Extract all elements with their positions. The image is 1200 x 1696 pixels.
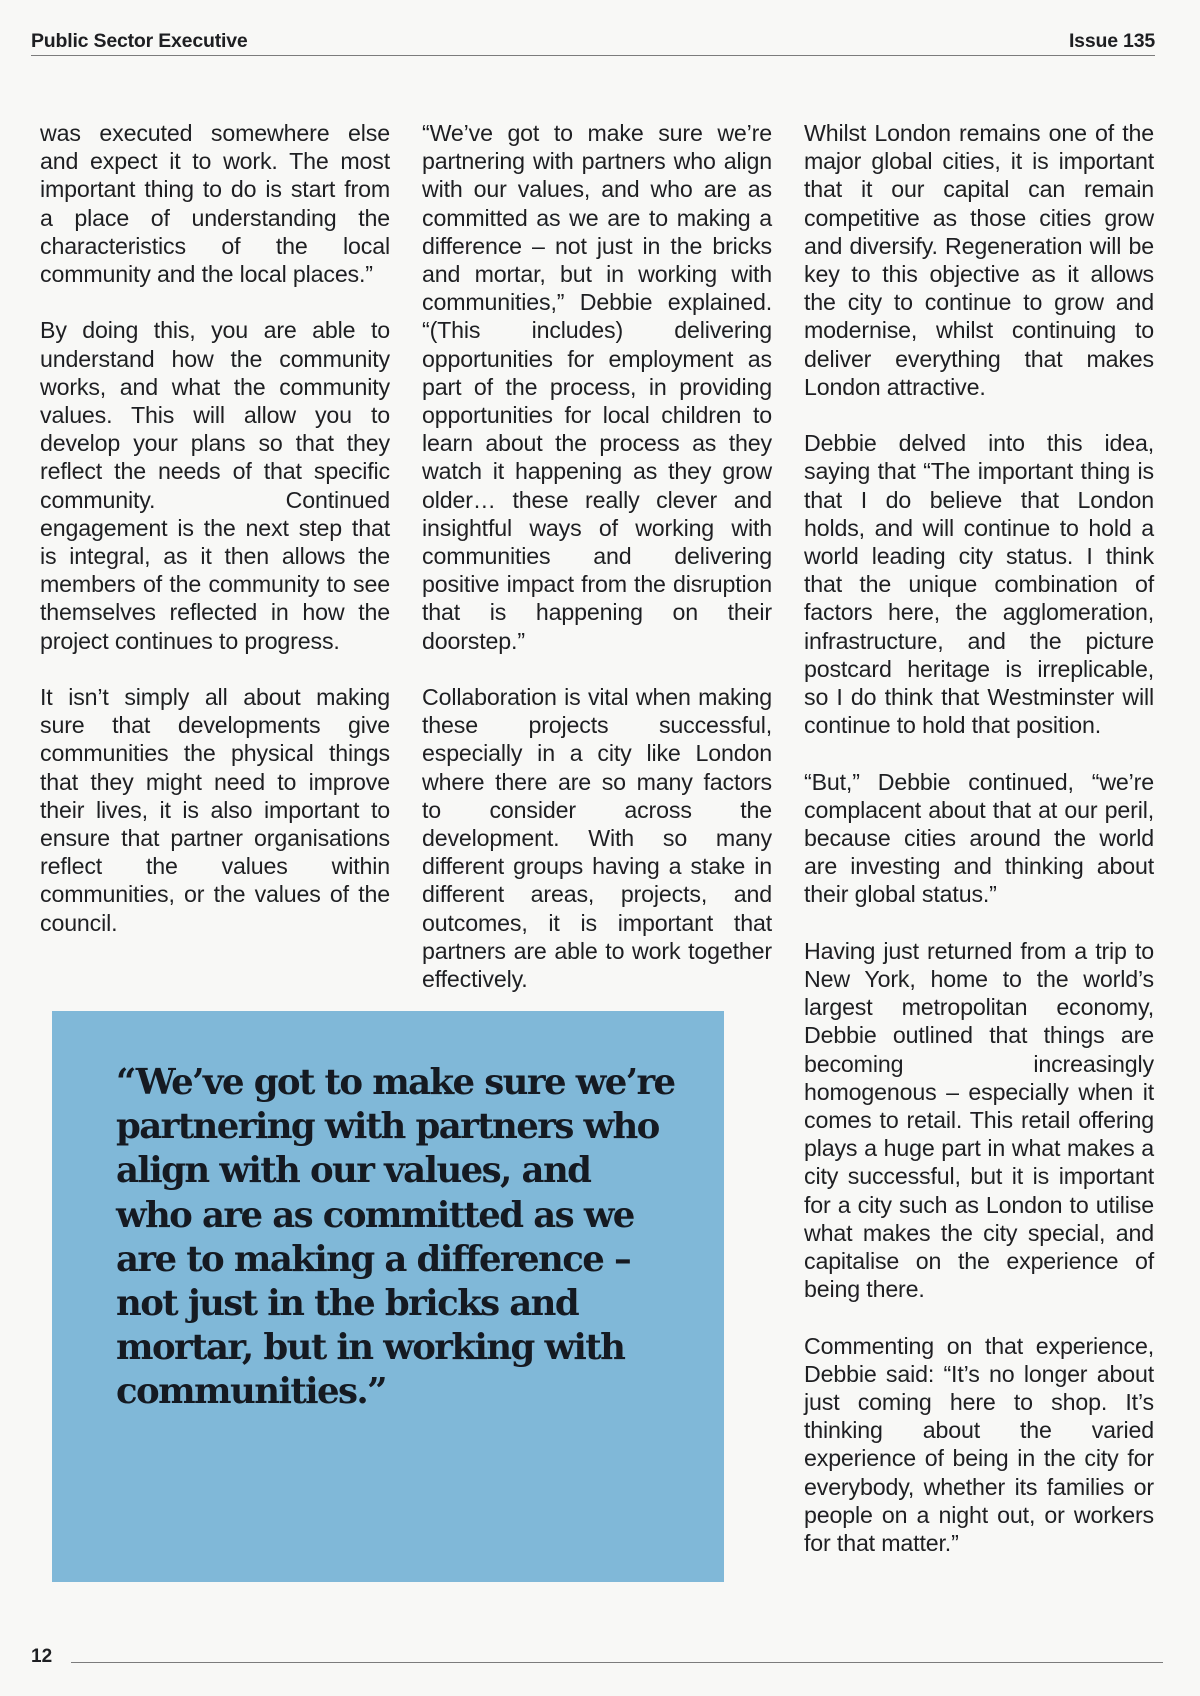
page-footer <box>31 1646 1163 1670</box>
pull-quote-text: “We’ve got to make sure we’re partnering with partners who align with our values, and who are as committed as we are to making a difference – not just in the bricks and mortar, but in working with communities.” <box>116 1062 675 1413</box>
paragraph: Commenting on that experience, Debbie said: “It’s no longer about just coming here to shop. It’s thinking about the varied experience of being in the city for everybody, whether its families or people on a night out, or workers for that matter.” <box>804 1332 1154 1557</box>
issue-number: Issue 135 <box>1068 30 1155 52</box>
paragraph: Collaboration is vital when making these projects successful, especially in a city like London where there are so many factors to consider across the development. With so many different groups having a stake in different areas, projects, and outcomes, it is important that partners are able to work together effectively. <box>422 684 772 993</box>
paragraph: Having just returned from a trip to New York, home to the world’s largest metropolitan economy, Debbie outlined that things are becoming increasingly homogenous – especially when it comes to retail. This retail offering plays a huge part in what makes a city successful, but it is important for a city such as London to utilise what makes the city special, and capitalise on the experience of being there. <box>804 937 1154 1303</box>
paragraph: was executed somewhere else and expect it to work. The most important thing to do is start from a place of understanding the characteristics of the local community and the local places.” <box>40 120 390 288</box>
article-column-3 <box>804 119 1154 1585</box>
paragraph: It isn’t simply all about making sure that developments give communities the physical things that they might need to improve their lives, it is also important to ensure that partner organisations reflect the values within communities, or the values of the council. <box>40 684 390 936</box>
article-column-1 <box>40 119 390 965</box>
paragraph: “But,” Debbie continued, “we’re complacent about that at our peril, because cities around the world are investing and thinking about their global status.” <box>804 768 1154 908</box>
paragraph: “We’ve got to make sure we’re partnering with partners who align with our values, and who are as committed as we are to making a difference – not just in the bricks and mortar, but in working with communities,” Debbie explained. “(This includes) delivering opportunities for employment as part of the process, in providing opportunities for local children to learn about the process as they watch it happening as they grow older… these really clever and insightful ways of working with communities and delivering positive impact from the disruption that is happening on their doorstep.” <box>422 120 772 654</box>
paragraph: By doing this, you are able to understand how the community works, and what the community values. This will allow you to develop your plans so that they reflect the needs of that specific community. Continued engagement is the next step that is integral, as it then allows the members of the community to see themselves reflected in how the project continues to progress. <box>40 317 390 654</box>
article-column-2 <box>422 119 772 1021</box>
footer-rule <box>71 1662 1163 1663</box>
pull-quote-box <box>52 1011 724 1582</box>
page-number: 12 <box>31 1646 53 1667</box>
paragraph: Whilst London remains one of the major global cities, it is important that it our capital can remain competitive as those cities grow and diversify. Regeneration will be key to this objective as it allows the city to continue to grow and modernise, whilst continuing to deliver everything that makes London attractive. <box>804 120 1154 400</box>
paragraph: Debbie delved into this idea, saying that “The important thing is that I do believe that London holds, and will continue to hold a world leading city status. I think that the unique combination of factors here, the agglomeration, infrastructure, and the picture postcard heritage is irreplicable, so I do think that Westminster will continue to hold that position. <box>804 430 1154 739</box>
publication-title: Public Sector Executive <box>31 30 248 52</box>
page-header <box>31 30 1155 56</box>
